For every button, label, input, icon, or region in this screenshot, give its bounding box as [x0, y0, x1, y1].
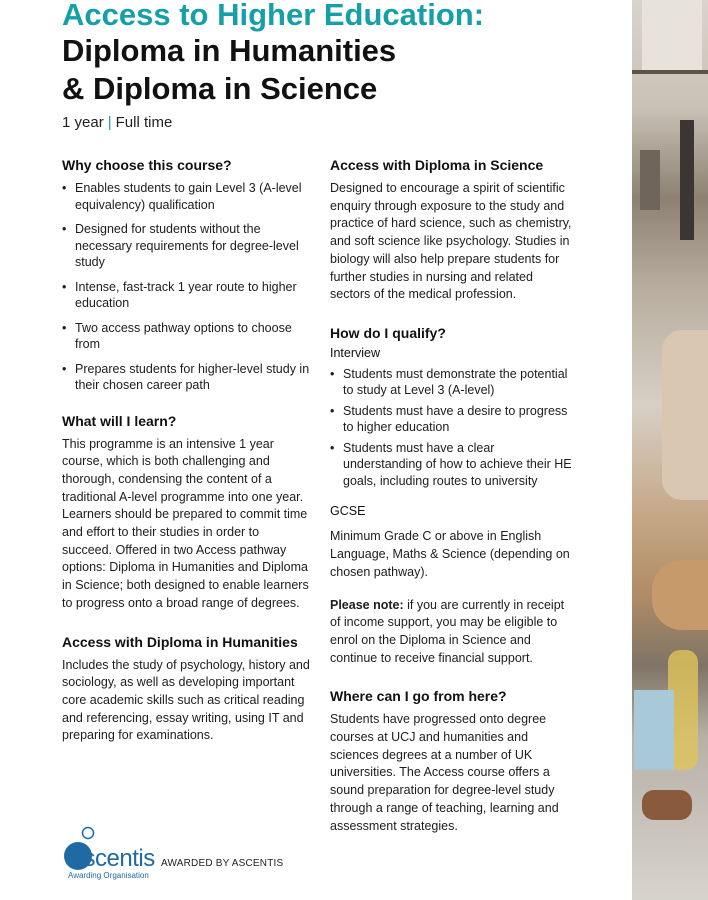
list-item: • Students must have a desire to progress to higher education — [330, 403, 576, 436]
humanities-body: Includes the study of psychology, history and sociology, as well as developing important core academic skills such as critical reading and referencing, essay writing, using IT and preparing for examinations. — [62, 657, 310, 743]
meta-separator: | — [107, 114, 112, 131]
logo-name: Ascentis — [68, 845, 155, 872]
list-item: • Prepares students for higher-level study in their chosen career path — [62, 361, 310, 394]
learn-section — [62, 412, 310, 613]
list-item: • Students must have a clear understanding of how to achieve their HE goals, including routes to university — [330, 440, 576, 490]
qualify-section — [330, 324, 576, 667]
footer — [60, 824, 320, 884]
next-body: Students have progressed onto degree courses at UCJ and humanities and sciences degrees at a number of UK universities. The Access course offers a sound preparation for degree-level study through a range of teaching, learning and assessment strategies. — [330, 712, 559, 833]
awarded-by-text: AWARDED BY ASCENTIS — [161, 858, 284, 869]
science-section — [330, 156, 576, 304]
list-item: • Intense, fast-track 1 year route to higher education — [62, 279, 310, 312]
next-heading: Where can I go from here? — [330, 688, 507, 705]
please-note — [330, 597, 576, 668]
science-body: Designed to encourage a spirit of scientific enquiry through exposure to the study and practice of hard science, such as chemistry, and soft science like psychology. Studies in biology will also help prepare students for further studies in nursing and related sectors of the medical profession. — [330, 181, 572, 302]
list-item: • Enables students to gain Level 3 (A-level equivalency) qualification — [62, 180, 310, 213]
qualify-heading: How do I qualify? — [330, 324, 446, 341]
left-column — [62, 156, 310, 745]
science-heading: Access with Diploma in Science — [330, 157, 544, 173]
please-note-lead: Please note: — [330, 597, 404, 612]
humanities-section — [62, 633, 310, 746]
classroom-photo — [632, 0, 708, 900]
next-section — [330, 687, 576, 835]
why-heading: Why choose this course? — [62, 157, 232, 173]
logo-tagline: Awarding Organisation — [68, 871, 149, 880]
page-title-line-2: Diploma in Humanities — [62, 33, 397, 68]
course-mode: Full time — [115, 114, 173, 131]
list-item: • Students must demonstrate the potential to study at Level 3 (A-level) — [330, 366, 576, 399]
gcse-body: Minimum Grade C or above in English Language, Maths & Science (depending on chosen pathway). — [330, 529, 570, 579]
list-item: • Designed for students without the necessary requirements for degree-level study — [62, 221, 310, 271]
page-title-line-3: & Diploma in Science — [62, 71, 378, 106]
page-title-line-1: Access to Higher Education: — [62, 0, 485, 32]
course-meta — [62, 114, 172, 131]
course-duration: 1 year — [62, 114, 104, 131]
list-item: • Two access pathway options to choose from — [62, 320, 310, 353]
right-column — [330, 156, 576, 835]
why-section — [62, 156, 310, 394]
why-list — [62, 180, 310, 394]
learn-body: This programme is an intensive 1 year course, which is both challenging and thorough, condensing the content of a traditional A-level programme into one year. Learners should be prepared to commit time and effort to their studies in order to succeed. Offered in two Access pathway options: Diploma in Humanities and Diploma in Science; both designed to enable learners to progress onto a broad range of degrees. — [62, 436, 309, 610]
learn-heading: What will I learn? — [62, 412, 177, 429]
gcse-label: GCSE — [330, 504, 366, 519]
humanities-heading: Access with Diploma in Humanities — [62, 633, 298, 650]
interview-label: Interview — [330, 345, 381, 360]
please-note-body: if you are currently in receipt of income support, you may be eligible to enrol on the Diploma in Science and continue to receive financial support. — [330, 597, 565, 665]
qualify-list — [330, 366, 576, 490]
